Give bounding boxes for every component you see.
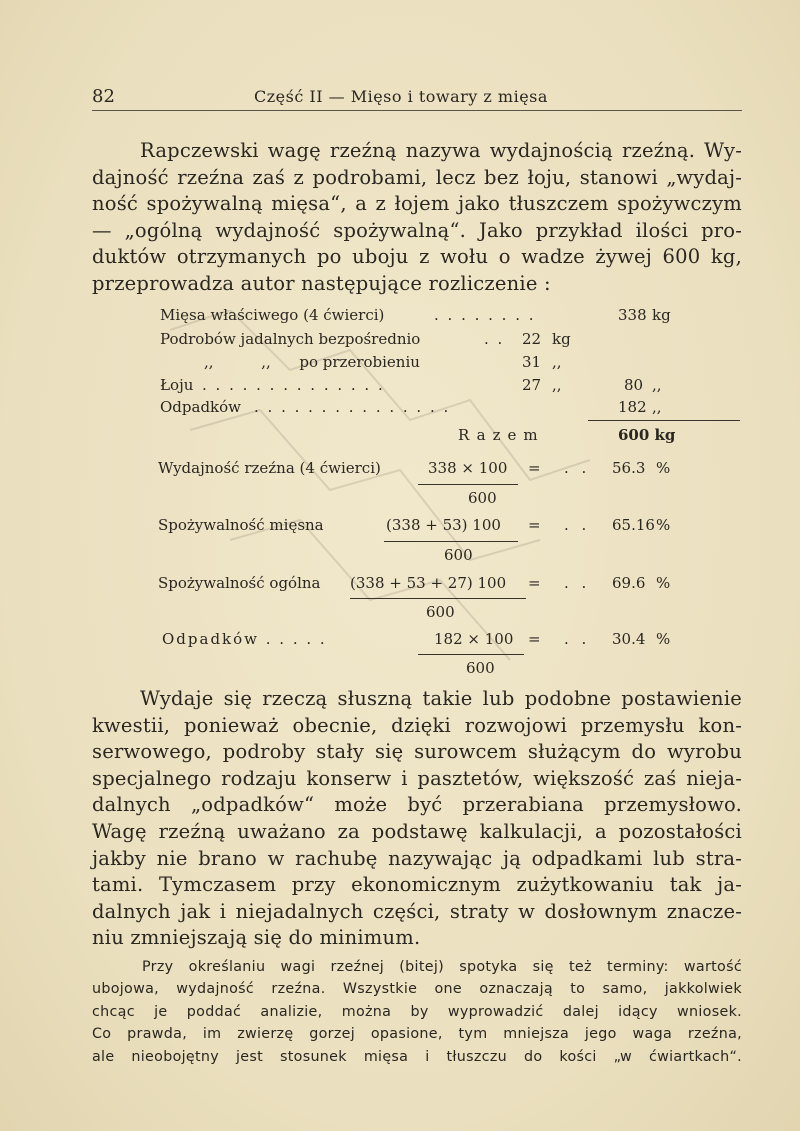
text-line: tami. Tymczasem przy ekonomicznym zużytkowaniu tak ja- [92,873,742,897]
sum-label: Razem [458,426,545,444]
leader-dots: . . [564,459,591,477]
formula-result: 65.16 [612,516,655,534]
breakdown-total-unit: ,, [652,376,662,394]
formula-result: 30.4 [612,630,646,648]
fraction-bar [350,598,526,599]
leader-dots: . . [484,330,505,348]
formula-result: 56.3 [612,459,646,477]
breakdown-total: 80 [624,376,644,394]
formula-label: Wydajność rzeźna (4 ćwierci) [158,459,381,477]
percent-sign: % [656,574,671,592]
leader-dots: . . [564,574,591,592]
formula-numerator: (338 + 53) 100 [386,516,501,534]
text-line: serwowego, podroby stały się surowcem służącym do wyrobu [92,740,742,764]
formula-denominator: 600 [426,603,455,621]
formula-numerator: 182 × 100 [434,630,514,648]
footnote-line: Przy określaniu wagi rzeźnej (bitej) spotyka się też terminy: wartość [142,959,742,975]
text-line: ność spożywalną mięsa“, a z łojem jako tłuszczem spożywczym [92,192,742,216]
breakdown-label: ,, ,, po przerobieniu [204,353,420,371]
breakdown-label: Odpadków [160,398,242,416]
text-line: — „ogólną wydajność spożywalną“. Jako przykład ilości pro- [92,218,742,242]
breakdown-sub: 31 [522,353,542,371]
equals-sign: = [528,459,541,477]
breakdown-sub: 27 [522,376,542,394]
leader-dots: . . . . . . . . . . . . . . [202,376,385,394]
text-line: Wydaje się rzeczą słuszną takie lub podobne postawienie [140,687,742,710]
sum-total: 600 kg [618,426,676,444]
formula-denominator: 600 [444,546,473,564]
percent-sign: % [656,630,671,648]
formula-result: 69.6 [612,574,646,592]
text-line: niu zmniejszają się do minimum. [92,926,421,950]
sum-rule [588,420,740,421]
breakdown-sub-unit: kg [552,330,571,348]
formula-denominator: 600 [466,659,495,677]
text-line: Wagę rzeźną uważano za podstawę kalkulacji, a pozostałości [92,819,742,843]
breakdown-sub-unit: ,, [552,353,562,371]
footnote-line: ubojowa, wydajność rzeźna. Wszystkie one oznaczają to samo, jakkolwiek [92,981,742,998]
fraction-bar [384,541,518,542]
leader-dots: . . . . . . . . [434,306,536,324]
formula-numerator: 338 × 100 [428,459,508,477]
footnote [92,956,742,1068]
breakdown-sub-unit: ,, [552,376,562,394]
fraction-bar [418,654,524,655]
leader-dots: . . . . . . . . . . . . . . . [254,398,451,416]
equals-sign: = [528,630,541,648]
footnote-line: Co prawda, im zwierzę gorzej opasione, tym mniejsza jego waga rzeźna, [92,1026,742,1043]
formula-label: Spożywalność ogólna [158,574,321,592]
equals-sign: = [528,516,541,534]
text-line: specjalnego rodzaju konserw i pasztetów, większość zaś nieja- [92,766,742,790]
breakdown-total-unit: ,, [652,398,662,416]
percent-sign: % [656,516,671,534]
text-line: dajność rzeźna zaś z podrobami, lecz bez łoju, stanowi „wydaj- [92,165,742,189]
text-line: kwestii, ponieważ obecnie, dzięki rozwojowi przemysłu kon- [92,713,742,737]
breakdown-label: Podrobów jadalnych bezpośrednio [160,330,421,348]
breakdown-total: 182 [618,398,647,416]
text-line: jakby nie brano w rachubę nazywając ją odpadkami lub stra- [92,846,742,870]
breakdown-total-unit: kg [652,306,671,324]
paragraph-discussion [92,686,742,952]
footnote-line: ale nieobojętny jest stosunek mięsa i tłuszczu do kości „w ćwiartkach“. [92,1048,742,1065]
leader-dots: . . [564,516,591,534]
page-number: 82 [92,86,115,107]
text-line: duktów otrzymanych po uboju z wołu o wadze żywej 600 kg, [92,245,742,269]
footnote-line: chcąc je poddać analizie, można by wyprowadzić dalej idący wniosek. [92,1003,742,1020]
text-line: Rapczewski wagę rzeźną nazywa wydajnością rzeźną. Wy- [140,139,742,162]
formula-numerator: (338 + 53 + 27) 100 [350,574,507,592]
breakdown-label: Łoju [160,376,194,394]
formula-label: Odpadków . . . . . [162,630,327,648]
formula-denominator: 600 [468,489,497,507]
breakdown-label: Mięsa właściwego (4 ćwierci) [160,306,385,324]
fraction-bar [418,484,518,485]
breakdown-sub: 22 [522,330,542,348]
equals-sign: = [528,574,541,592]
breakdown-total: 338 [618,306,647,324]
text-line: dalnych jak i niejadalnych części, straty w dosłownym znacze- [92,899,742,923]
leader-dots: . . [564,630,591,648]
percent-sign: % [656,459,671,477]
text-line: dalnych „odpadków“ może być przerabiana przemysłowo. [92,793,742,817]
running-head-title: Część II — Mięso i towary z mięsa [254,87,548,106]
text-line: przeprowadza autor następujące rozliczenie : [92,271,551,295]
formula-label: Spożywalność mięsna [158,516,324,534]
